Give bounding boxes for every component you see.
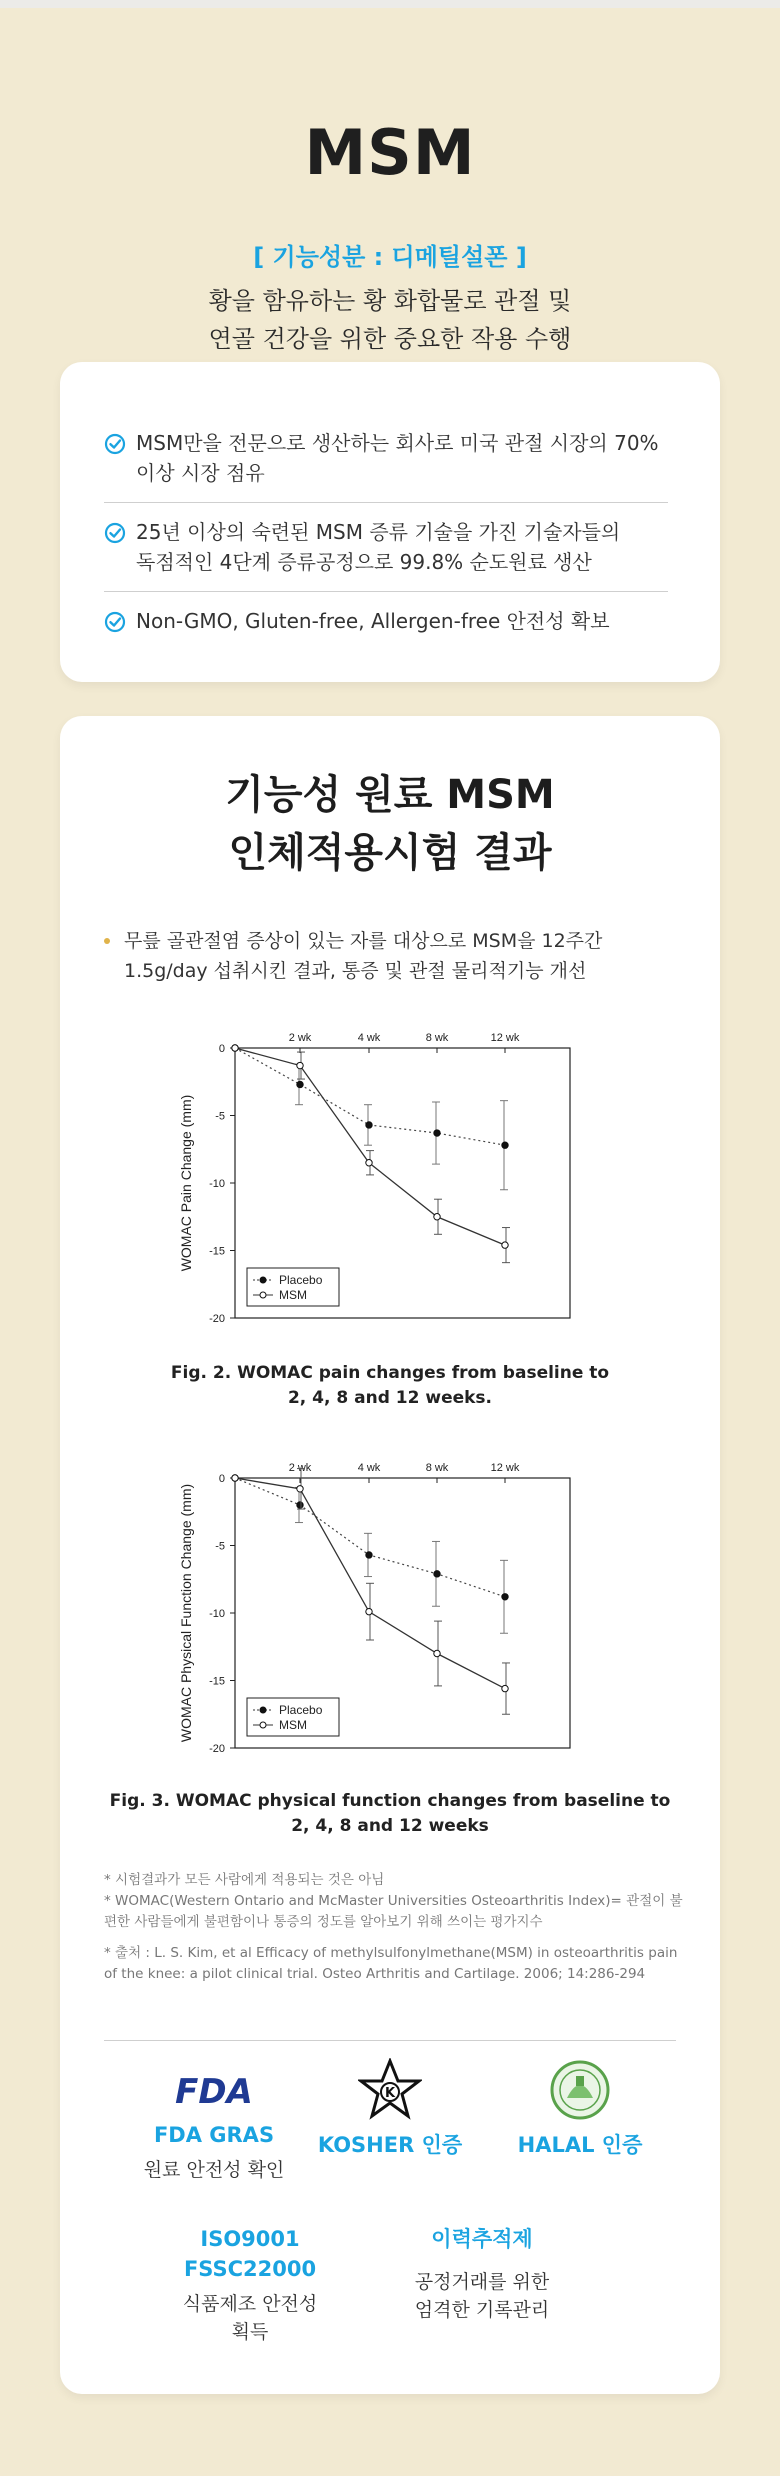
features-card <box>60 362 720 682</box>
legend-marker <box>260 1722 266 1728</box>
data-point <box>434 1214 440 1220</box>
cert-desc: 엄격한 기록관리 <box>414 2299 550 2321</box>
kosher-star-icon <box>358 2058 422 2122</box>
data-point <box>434 1650 440 1656</box>
study-title-line2: 인체적용시험 결과 <box>228 830 552 876</box>
check-circle-icon <box>104 433 126 455</box>
chart-caption <box>60 1361 720 1411</box>
cert-name: KOSHER 인증 <box>317 2133 463 2157</box>
study-card <box>60 716 720 2394</box>
study-title-line1: 기능성 원료 MSM <box>225 772 555 818</box>
ingredient-tag: [ 기능성분 : 디메틸설폰 ] <box>253 243 527 271</box>
source-note: * 출처 : L. S. Kim, et al Efficacy of methylsulfonylmethane(MSM) in osteoarthritis pain of the knee: a pilot clinical trial. Osteo Arthritis and Cartilage. 2006; 14:286-294 <box>104 1945 678 1982</box>
legend-marker <box>260 1707 266 1713</box>
y-tick-label: -15 <box>209 1245 225 1258</box>
feature-text: 25년 이상의 숙련된 MSM 증류 기술을 가진 기술자들의 <box>136 520 621 544</box>
y-tick-label: -5 <box>215 1540 225 1553</box>
footnote: * WOMAC(Western Ontario and McMaster Universities Osteoarthritis Index)= 관절이 불편한 사람들에게 불편함이나 통증의 정도를 알아보기 위해 쓰이는 평가지수 <box>104 1893 683 1930</box>
study-summary-line1: 무릎 골관절염 증상이 있는 자를 대상으로 MSM을 12주간 <box>124 930 603 952</box>
study-summary <box>104 926 640 986</box>
series-line <box>235 1048 505 1145</box>
cert-halal <box>480 2058 680 2160</box>
cert-desc: 획득 <box>231 2321 269 2343</box>
data-point <box>297 1502 303 1508</box>
footnote: * 시험결과가 모든 사람에게 적용되는 것은 아님 <box>104 1872 385 1888</box>
cert-name: HALAL 인증 <box>517 2133 643 2157</box>
cert-desc: 식품제조 안전성 <box>182 2293 318 2315</box>
legend-marker <box>260 1277 266 1283</box>
data-point <box>232 1045 238 1051</box>
data-point <box>502 1685 508 1691</box>
chart-caption-line1: Fig. 2. WOMAC pain changes from baseline to <box>170 1363 610 1383</box>
data-point <box>297 1081 303 1087</box>
data-point <box>366 1160 372 1166</box>
data-point <box>434 1130 440 1136</box>
data-point <box>366 1122 372 1128</box>
feature-item <box>104 503 668 592</box>
y-tick-label: -20 <box>209 1743 225 1755</box>
y-tick-label: 0 <box>218 1473 225 1485</box>
x-tick-label: 8 wk <box>425 1032 449 1044</box>
data-point <box>502 1242 508 1248</box>
data-point <box>366 1552 372 1558</box>
pain-change-chart <box>60 1016 720 1336</box>
divider <box>104 2040 676 2041</box>
feature-text: MSM만을 전문으로 생산하는 회사로 미국 관절 시장의 70% <box>136 431 659 455</box>
legend-label: MSM <box>279 1288 307 1302</box>
y-tick-label: -20 <box>209 1313 225 1325</box>
study-title <box>60 766 720 882</box>
x-tick-label: 2 wk <box>288 1462 312 1474</box>
x-tick-label: 4 wk <box>357 1032 381 1044</box>
data-point <box>366 1608 372 1614</box>
feature-item <box>104 592 668 650</box>
data-point <box>297 1062 303 1068</box>
y-tick-label: -10 <box>209 1608 225 1620</box>
footnotes <box>104 1870 684 1985</box>
hero-section <box>0 8 780 358</box>
legend-label: MSM <box>279 1718 307 1732</box>
function-change-chart <box>60 1446 720 1766</box>
cert-desc: 공정거래를 위한 <box>414 2271 550 2293</box>
cert-fda <box>114 2068 314 2184</box>
legend-label: Placebo <box>279 1273 323 1287</box>
check-circle-icon <box>104 611 126 633</box>
hero-desc-line2: 연골 건강을 위한 중요한 작용 수행 <box>208 325 572 353</box>
data-point <box>434 1571 440 1577</box>
data-point <box>502 1594 508 1600</box>
cert-kosher <box>290 2058 490 2160</box>
y-tick-label: -5 <box>215 1110 225 1123</box>
legend-marker <box>260 1292 266 1298</box>
top-strip <box>0 0 780 8</box>
bullet-dot <box>104 938 110 944</box>
chart-caption <box>60 1789 720 1839</box>
y-axis-label: WOMAC Pain Change (mm) <box>178 1094 194 1272</box>
feature-text: Non-GMO, Gluten-free, Allergen-free 안전성 확보 <box>136 609 610 633</box>
fda-logo-icon <box>169 2068 259 2112</box>
cert-name: ISO9001 <box>200 2227 300 2251</box>
legend-label: Placebo <box>279 1703 323 1717</box>
cert-desc: 원료 안전성 확인 <box>143 2159 285 2181</box>
cert-name: 이력추적제 <box>431 2227 533 2251</box>
feature-item <box>104 414 668 503</box>
cert-name: FDA GRAS <box>153 2123 275 2147</box>
kosher-logo-text: K <box>384 2086 396 2101</box>
cert-traceability <box>382 2224 582 2324</box>
data-point <box>297 1486 303 1492</box>
x-tick-label: 12 wk <box>490 1462 520 1474</box>
chart-caption-line1: Fig. 3. WOMAC physical function changes from baseline to <box>109 1791 671 1811</box>
x-tick-label: 8 wk <box>425 1462 449 1474</box>
hero-description <box>0 282 780 358</box>
halal-seal-icon <box>545 2058 615 2122</box>
data-point <box>502 1142 508 1148</box>
y-tick-label: -10 <box>209 1178 225 1190</box>
cert-name: FSSC22000 <box>183 2257 317 2281</box>
y-axis-label: WOMAC Physical Function Change (mm) <box>178 1483 194 1743</box>
study-summary-line2: 1.5g/day 섭취시킨 결과, 통증 및 관절 물리적기능 개선 <box>124 960 587 982</box>
chart-caption-line2: 2, 4, 8 and 12 weeks <box>291 1816 489 1836</box>
feature-text: 이상 시장 점유 <box>136 461 265 485</box>
hero-desc-line1: 황을 함유하는 황 화합물로 관절 및 <box>208 287 572 315</box>
y-tick-label: -15 <box>209 1675 225 1688</box>
feature-text: 독점적인 4단계 증류공정으로 99.8% 순도원료 생산 <box>136 550 592 574</box>
fda-logo-text: FDA <box>175 2072 253 2112</box>
chart-caption-line2: 2, 4, 8 and 12 weeks. <box>287 1388 493 1408</box>
x-tick-label: 2 wk <box>288 1032 312 1044</box>
x-tick-label: 4 wk <box>357 1462 381 1474</box>
data-point <box>232 1475 238 1481</box>
page-title: MSM <box>304 116 476 189</box>
y-tick-label: 0 <box>218 1043 225 1055</box>
check-circle-icon <box>104 522 126 544</box>
series-line <box>235 1048 505 1245</box>
series-line <box>235 1478 505 1597</box>
cert-iso <box>150 2224 350 2346</box>
x-tick-label: 12 wk <box>490 1032 520 1044</box>
